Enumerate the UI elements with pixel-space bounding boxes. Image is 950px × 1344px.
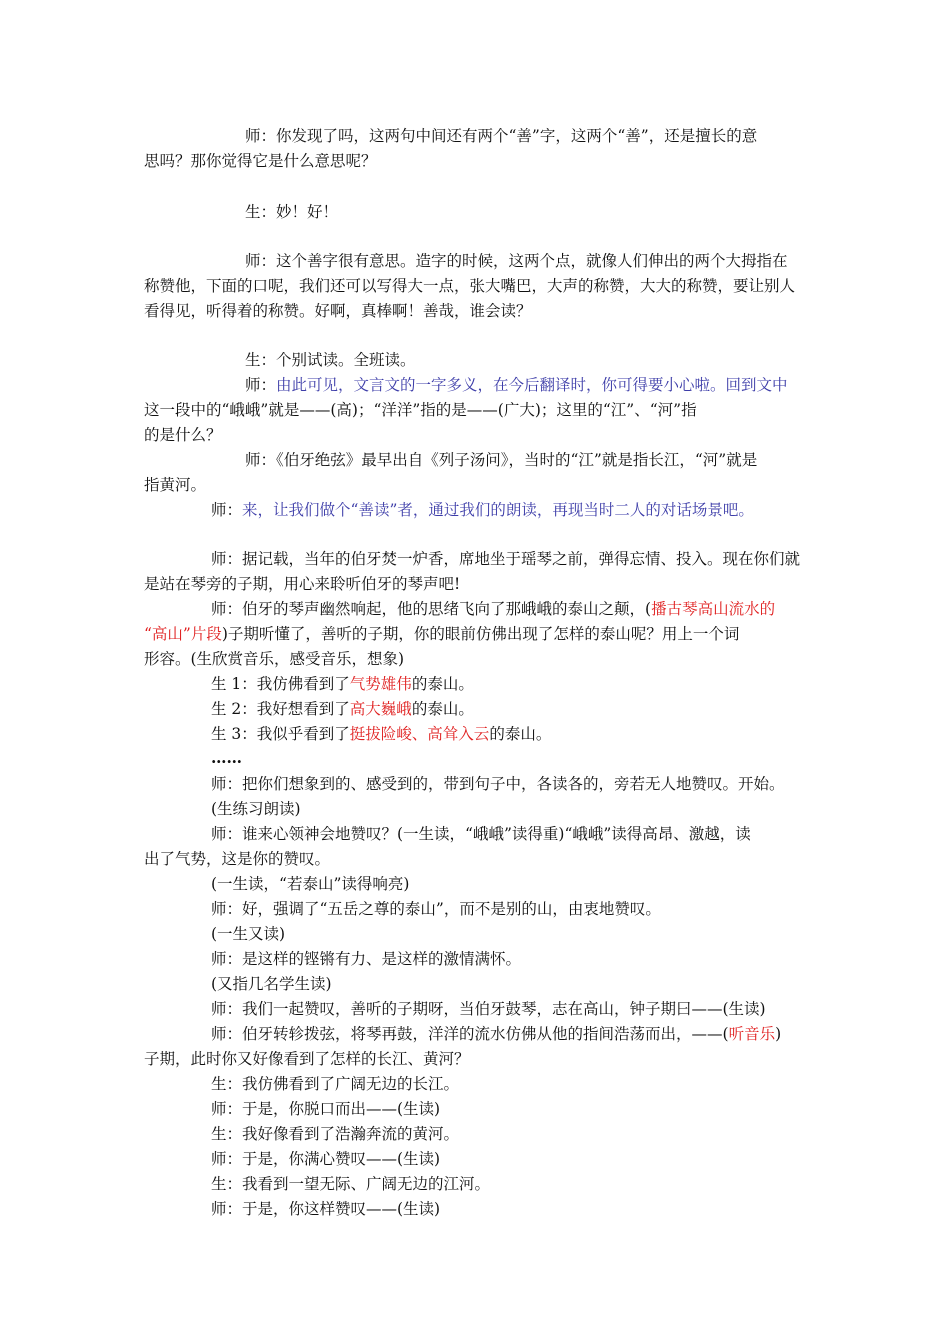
- text-run: 生 2：我好想看到了: [211, 700, 350, 718]
- highlight-red: 听音乐: [728, 1025, 776, 1043]
- stage-note: (一生读，“若泰山”读得响亮): [211, 875, 410, 893]
- para-line: 师：据记载，当年的伯牙焚一炉香，席地坐于瑶琴之前，弹得忘情、投入。现在你们就: [211, 550, 801, 568]
- text-run: 生 3：我似乎看到了: [211, 725, 350, 743]
- para-line: [245, 373, 788, 397]
- para-line: 子期，此时你又好像看到了怎样的长江、黄河？: [144, 1050, 470, 1068]
- text-run: 师：伯牙的琴声幽然响起，他的思绪飞向了那峨峨的泰山之颠，(: [211, 600, 652, 618]
- para-line: 的是什么？: [144, 426, 222, 444]
- stage-note: (生练习朗读): [211, 800, 301, 818]
- teacher-line: 师：于是，你这样赞叹——(生读): [211, 1200, 441, 1218]
- highlight-blue: 来，让我们做个“善读”者，通过我们的朗读，再现当时二人的对话场景吧。: [242, 501, 754, 519]
- text-run: 的泰山。: [411, 675, 474, 693]
- speaker-label: 师：: [245, 376, 277, 394]
- text-run: ): [775, 1025, 782, 1043]
- para-line: 师：好，强调了“五岳之尊的泰山”，而不是别的山，由衷地赞叹。: [211, 900, 661, 918]
- para-line: [211, 597, 775, 621]
- para-line: 形容。(生欣赏音乐，感受音乐，想象): [144, 650, 405, 668]
- student-line: 生：妙！好！: [245, 203, 339, 221]
- student-line: 生：我好像看到了浩瀚奔流的黄河。: [211, 1125, 460, 1143]
- student-line: 生：我看到一望无际、广阔无边的江河。: [211, 1175, 491, 1193]
- highlight-red: 挺拔险峻、高耸入云: [349, 725, 490, 743]
- stage-note: (又指几名学生读): [211, 975, 332, 993]
- para-line: 师：是这样的铿锵有力、是这样的激情满怀。: [211, 950, 522, 968]
- student-line: 生：我仿佛看到了广阔无边的长江。: [211, 1075, 460, 1093]
- para-line: 是站在琴旁的子期，用心来聆听伯牙的琴声吧!: [144, 575, 461, 593]
- student-line: [211, 722, 551, 746]
- teacher-line: 师：于是，你满心赞叹——(生读): [211, 1150, 441, 1168]
- para-line: 称赞他，下面的口呢，我们还可以写得大一点，张大嘴巴，大声的称赞，大大的称赞，要让别人: [144, 277, 796, 295]
- stage-note: (一生又读): [211, 925, 286, 943]
- text-run: 的泰山。: [411, 700, 474, 718]
- text-run: 师：伯牙转轸拨弦，将琴再鼓，洋洋的流水仿佛从他的指间浩荡而出，——(: [211, 1025, 729, 1043]
- para-line: 师：你发现了吗，这两句中间还有两个“善”字，这两个“善”，还是擅长的意: [245, 127, 758, 145]
- highlight-red: 播古琴高山流水的: [651, 600, 776, 618]
- ellipsis: ……: [211, 748, 242, 767]
- para-line: 师：谁来心领神会地赞叹？(一生读，“峨峨”读得重)“峨峨”读得高昂、激越，读: [211, 825, 751, 843]
- para-line: 指黄河。: [144, 476, 207, 494]
- text-run: )子期听懂了，善听的子期，你的眼前仿佛出现了怎样的泰山呢？用上一个词: [221, 625, 740, 643]
- para-line: 师：我们一起赞叹，善听的子期呀，当伯牙鼓琴，志在高山，钟子期曰——(生读): [211, 1000, 766, 1018]
- speaker-label: 师：: [211, 501, 243, 519]
- para-line: 看得见，听得着的称赞。好啊，真棒啊！善哉，谁会读？: [144, 302, 532, 320]
- highlight-blue: 由此可见，文言文的一字多义，在今后翻译时，你可得要小心啦。回到文中: [276, 376, 788, 394]
- highlight-red: 气势雄伟: [349, 675, 412, 693]
- para-line: 师：这个善字很有意思。造字的时候，这两个点，就像人们伸出的两个大拇指在: [245, 252, 788, 270]
- text-run: 生 1：我仿佛看到了: [211, 675, 350, 693]
- para-line: 思吗？那你觉得它是什么意思呢？: [144, 152, 377, 170]
- teacher-line: 师：于是，你脱口而出——(生读): [211, 1100, 441, 1118]
- para-line: [211, 1022, 781, 1046]
- para-line: [211, 498, 754, 522]
- highlight-red: 高大巍峨: [349, 700, 412, 718]
- student-line: 生：个别试读。全班读。: [245, 351, 416, 369]
- para-line: 出了气势，这是你的赞叹。: [144, 850, 331, 868]
- para-line: 师：《伯牙绝弦》最早出自《列子汤问》，当时的“江”就是指长江，“河”就是: [245, 451, 758, 469]
- para-line: 师：把你们想象到的、感受到的，带到句子中，各读各的，旁若无人地赞叹。开始。: [211, 775, 785, 793]
- student-line: [211, 697, 474, 721]
- student-line: [211, 672, 474, 696]
- para-line: [144, 622, 739, 646]
- para-line: 这一段中的“峨峨”就是——(高)；“洋洋”指的是——(广大)；这里的“江”、“河”指: [144, 401, 697, 419]
- text-run: 的泰山。: [489, 725, 552, 743]
- highlight-red: “高山”片段: [144, 625, 222, 643]
